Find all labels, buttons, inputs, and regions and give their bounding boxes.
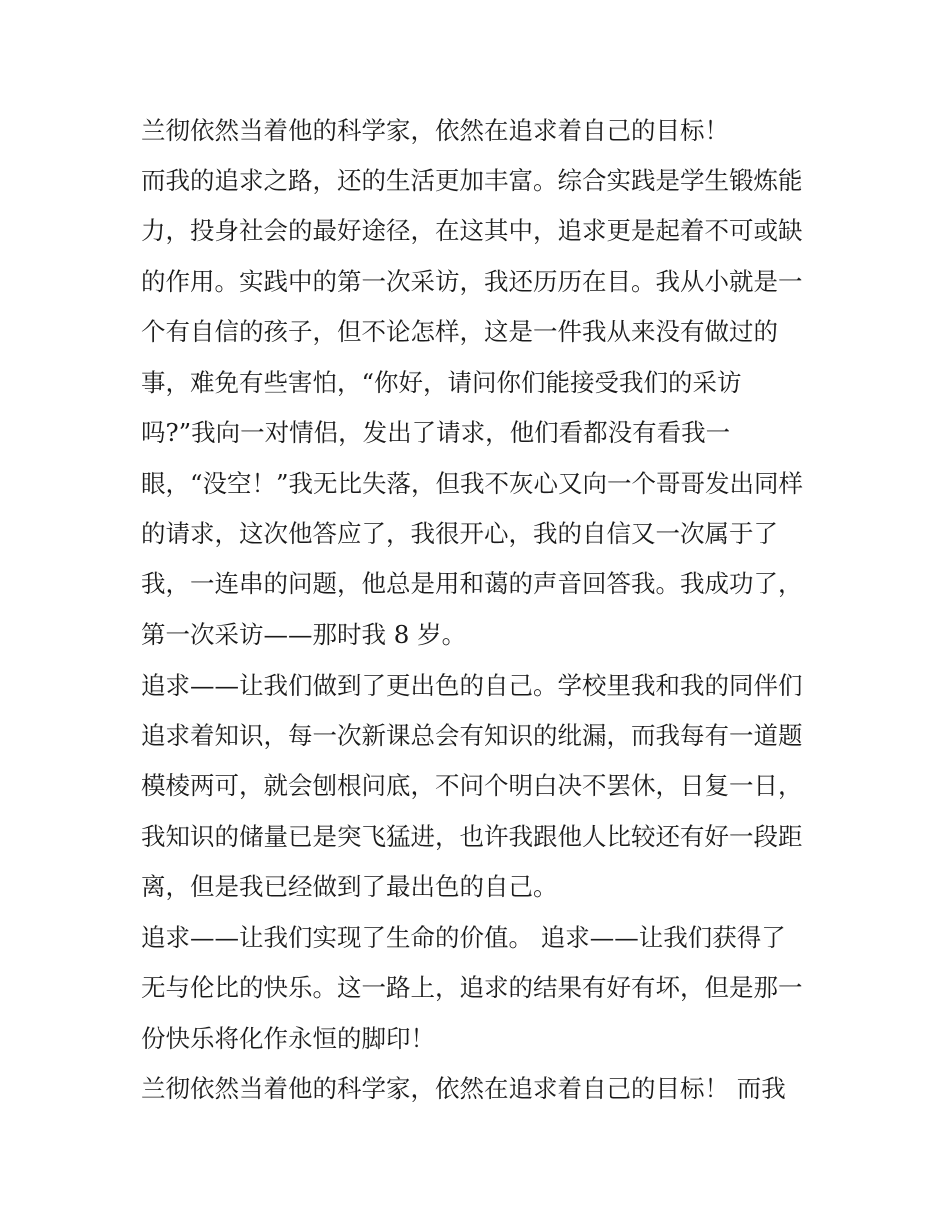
text-line: 我知识的储量已是突飞猛进，也许我跟他人比较还有好一段距 bbox=[141, 822, 803, 851]
text-line: 兰彻依然当着他的科学家，依然在追求着自己的目标！ bbox=[141, 116, 729, 145]
text-line: 个有自信的孩子，但不论怎样，这是一件我从来没有做过的 bbox=[141, 317, 778, 346]
text-line: 的请求，这次他答应了，我很开心，我的自信又一次属于了 bbox=[141, 519, 778, 548]
text-line: 眼，“没空！”我无比失落，但我不灰心又向一个哥哥发出同样 bbox=[141, 469, 804, 498]
text-line: 离，但是我已经做到了最出色的自己。 bbox=[141, 872, 558, 901]
text-line: 而我的追求之路，还的生活更加丰富。综合实践是学生锻炼能 bbox=[141, 166, 803, 195]
text-line: 份快乐将化作永恒的脚印！ bbox=[141, 1024, 435, 1053]
text-line: 的作用。实践中的第一次采访，我还历历在目。我从小就是一 bbox=[141, 267, 803, 296]
text-line: 无与伦比的快乐。这一路上，追求的结果有好有坏，但是那一 bbox=[141, 973, 803, 1002]
text-line: 追求——让我们实现了生命的价值。 追求——让我们获得了 bbox=[141, 923, 786, 952]
text-line: 追求——让我们做到了更出色的自己。学校里我和我的同伴们 bbox=[141, 671, 803, 700]
text-line: 我，一连串的问题，他总是用和蔼的声音回答我。我成功了， bbox=[141, 569, 803, 598]
text-line: 第一次采访——那时我 8 岁。 bbox=[141, 620, 467, 649]
text-line: 兰彻依然当着他的科学家，依然在追求着自己的目标！ 而我 bbox=[141, 1074, 786, 1103]
text-line: 追求着知识，每一次新课总会有知识的纰漏，而我每有一道题 bbox=[141, 721, 803, 750]
text-line: 力，投身社会的最好途径，在这其中，追求更是起着不可或缺 bbox=[141, 216, 803, 245]
text-line: 模棱两可，就会刨根问底，不问个明白决不罢休，日复一日， bbox=[141, 771, 803, 800]
text-line: 吗?”我向一对情侣，发出了请求，他们看都没有看我一 bbox=[141, 418, 731, 447]
text-line: 事，难免有些害怕，“你好，请问你们能接受我们的采访 bbox=[141, 368, 742, 397]
